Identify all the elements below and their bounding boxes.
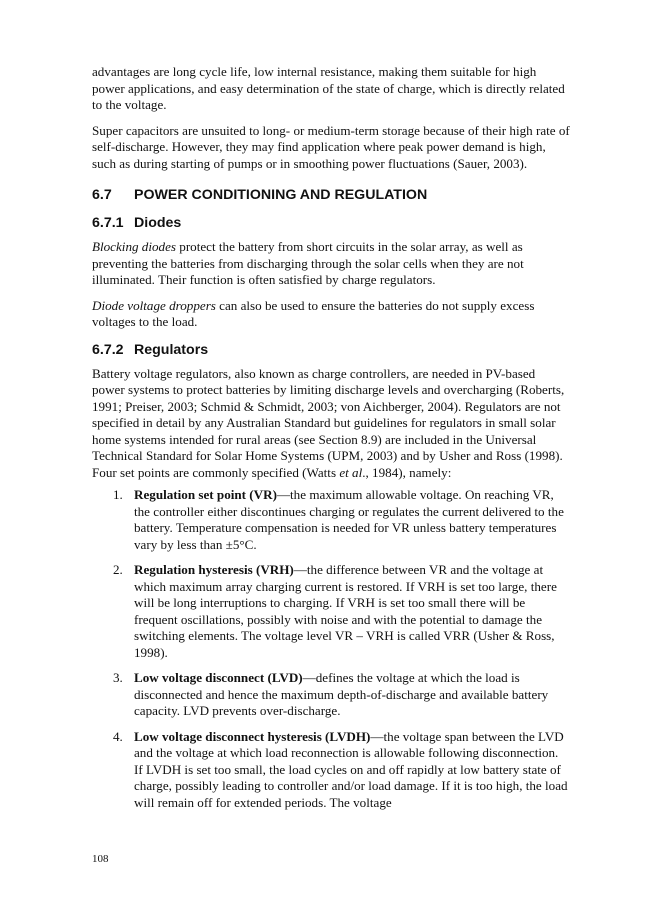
paragraph (92, 366, 570, 482)
list-term: Regulation hysteresis (VRH) (134, 562, 294, 577)
page-number: 108 (92, 853, 109, 865)
list-item (92, 562, 570, 661)
section-number: 6.7 (92, 187, 112, 203)
set-points-list (92, 487, 570, 811)
subsection-heading-diodes (92, 214, 570, 232)
paragraph (92, 239, 570, 289)
list-term: Regulation set point (VR) (134, 487, 277, 502)
list-number: 4. (113, 728, 123, 744)
section-title: POWER CONDITIONING AND REGULATION (134, 187, 428, 203)
list-number: 3. (113, 670, 123, 685)
list-term: Low voltage disconnect hysteresis (LVDH) (134, 728, 371, 744)
list-text: —the difference between VR and the voltage at which maximum array charging current is restored. If VRH is set too large, there will be long interruptions to charging. If VRH is set too small there will be frequent oscillations, possibly with noise and with the potential to damage the switching elements. The voltage level VR – VRH is called VRR (Usher & Ross, 1998). (134, 562, 557, 660)
subsection-number: 6.7.2 (92, 341, 124, 358)
paragraph-text: ., 1984), namely: (362, 464, 452, 480)
list-number: 1. (113, 487, 123, 502)
paragraph: Super capacitors are unsuited to long- or medium-term storage because of their high rate of self-discharge. However, they may find application where peak power demand is high, such as during starting of pumps or in smoothing power fluctuations (Sauer, 2003). (92, 122, 570, 171)
paragraph-text: protect the battery from short circuits in the solar array, as well as preventing the batteries from discharging through the solar cells when they are not illuminated. Their function is often satisfied by charge regulators. (92, 239, 524, 287)
paragraph: advantages are long cycle life, low internal resistance, making them suitable for high power applications, and easy determination of the state of charge, which is directly related to the voltage. (92, 64, 565, 112)
list-number: 2. (113, 562, 123, 577)
list-term: Low voltage disconnect (LVD) (134, 670, 303, 685)
subsection-title: Regulators (134, 341, 209, 358)
paragraph-text: Battery voltage regulators, also known as charge controllers, are needed in PV-based power systems to protect batteries by limiting discharge levels and overcharging (Roberts, 1991; Preiser, 2003; Schmid & Schmidt, 2003; von Aichberger, 2004). Regulators are not specified in detail by any Australian Standard but guidelines for regulators in small solar home systems intended for rural areas (see Section 8.9) are included in the Universal Technical Standard for Solar Home Systems (UPM, 2003) and by Usher and Ross (1998). Four set points are commonly specified (Watts (92, 365, 565, 480)
list-text: —the maximum allowable voltage. On reaching VR, the controller either discontinues charging or regulates the current delivered to the battery. Temperature compensation is needed for VR unless battery temperatures vary by less than ±5°C. (134, 487, 564, 552)
list-text: —defines the voltage at which the load is disconnected and hence the maximum depth-of-discharge and available battery capacity. LVD prevents over-discharge. (134, 670, 549, 718)
emphasis-term: et al (339, 464, 363, 480)
emphasis-term: Diode voltage droppers (92, 297, 216, 313)
page-content (92, 64, 570, 820)
list-text: —the voltage span between the LVD and the voltage at which load reconnection is allowable following disconnection. If LVDH is set too small, the load cycles on and off rapidly at low battery state of charge, possibly leading to controller and/or load damage. If it is too high, the load will remain off for extended periods. The voltage (134, 728, 568, 810)
subsection-number: 6.7.1 (92, 215, 124, 231)
list-item (92, 670, 570, 720)
subsection-heading-regulators (92, 341, 570, 359)
list-item (92, 487, 570, 553)
list-item (92, 729, 570, 812)
paragraph (92, 298, 570, 331)
paragraph-text: can also be used to ensure the batteries do not supply excess voltages to the load. (92, 297, 535, 329)
emphasis-term: Blocking diodes (92, 239, 176, 254)
section-heading (92, 186, 570, 204)
subsection-title: Diodes (134, 215, 182, 231)
